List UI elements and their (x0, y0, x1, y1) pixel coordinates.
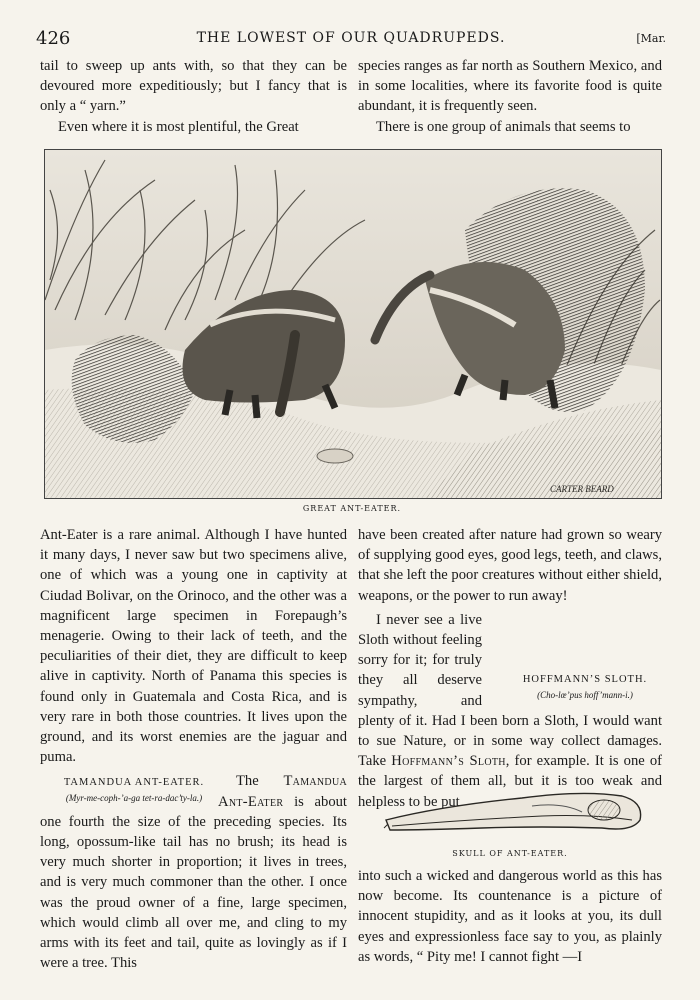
artist-signature: CARTER BEARD (550, 484, 614, 494)
running-month: [Mar. (636, 32, 666, 45)
skull-caption: SKULL OF ANT-EATER. (452, 849, 568, 858)
paragraph: tail to sweep up ants with, so that they can be devoured more expeditiously; but I fancy that is only a “ yarn.” (40, 58, 347, 115)
paragraph: TAMANDUA ANT-EATER. (Myr-me-coph-’a-ga tet-ra-dac’ty-la.) The Tamandua Ant-Eater is about one fourth the size of the preceding species. Its long, opossum-like tail has no brush; its head is very much shorter in proportion; it lives in trees, and is very much commoner than the other. I once was the proud owner of a fine, large specimen, which would climb all over me, and cling to my arms with its feet and tail, quite as lovingly as if I were a tree. This (40, 773, 347, 972)
paragraph: Ant-Eater is a rare animal. Although I have hunted it many days, I never saw but two specimens alive, one of which was a young one in captivity at Ciudad Bolivar, on the Orinoco, and the other was a magnificent large specimen in Forepaugh’s menagerie. Owing to their lack of teeth, and the peculiarities of their diet, they are difficult to keep alive in captivity. North of Panama this species is found only in Guatemala and Costa Rica, and is very rare in both those countries. It lives upon the ground, and its worst enemies are the jaguar and puma. (40, 527, 347, 766)
column-top-right (358, 56, 662, 137)
paragraph: There is one group of animals that seems to (376, 118, 631, 135)
side-heading-name: TAMANDUA ANT-EATER. (63, 777, 205, 789)
plate-caption: GREAT ANT-EATER. (302, 504, 402, 513)
side-heading-name: HOFFMANN’S SLOTH. (522, 673, 648, 685)
paragraph: into such a wicked and dangerous world as this has now become. Its countenance is a picture of innocent stupidity, and as it looks at you, its dull eyes and expressionless face say to you, as plainly as words, “ Pity me! I cannot fight —I (358, 868, 662, 965)
side-heading-latin: (Myr-me-coph-’a-ga tet-ra-dac’ty-la.) (65, 793, 203, 804)
skull-illustration (382, 776, 646, 842)
paragraph: Even where it is most plentiful, the Great (58, 118, 299, 135)
page-number: 426 (36, 28, 71, 49)
column-bottom-right (358, 525, 662, 812)
paragraph: HOFFMANN’S SLOTH. (Cho-lœ’pus hoff’mann-i.) I never see a live Sloth without feeling sorry for it; for truly they all deserve sympathy, and plenty of it. Had I been born a Sloth, I would want to sue Nature, or in some way collect damages. Take Hoffmann’s Sloth, for example. It is one of the largest of them all, but it is too weak and helpless to be put (358, 611, 663, 810)
running-head (36, 28, 666, 50)
running-title: THE LOWEST OF OUR QUADRUPEDS. (196, 30, 506, 46)
species-name: Tamandua Ant-Eater (218, 773, 347, 810)
column-bottom-left (40, 525, 347, 973)
paragraph: species ranges as far north as Southern Mexico, and in some localities, where its favorite food is quite abundant, it is frequently seen. (358, 58, 662, 115)
species-name: Hoffmann’s Sloth (391, 753, 506, 770)
side-heading-tamandua (40, 775, 210, 805)
great-ant-eater-illustration (44, 149, 662, 499)
side-heading-sloth (490, 672, 662, 702)
skull-drawing (382, 776, 646, 842)
side-heading-latin: (Cho-lœ’pus hoff’mann-i.) (537, 689, 633, 700)
column-bottom-right-continued (358, 866, 662, 967)
engraving-drawing (45, 150, 661, 498)
paragraph: have been created after nature had grown so weary of supplying good eyes, good legs, teeth, and claws, that she left the poor creatures without either shield, weapons, or the power to run away! (358, 527, 662, 604)
column-top-left (40, 56, 347, 137)
